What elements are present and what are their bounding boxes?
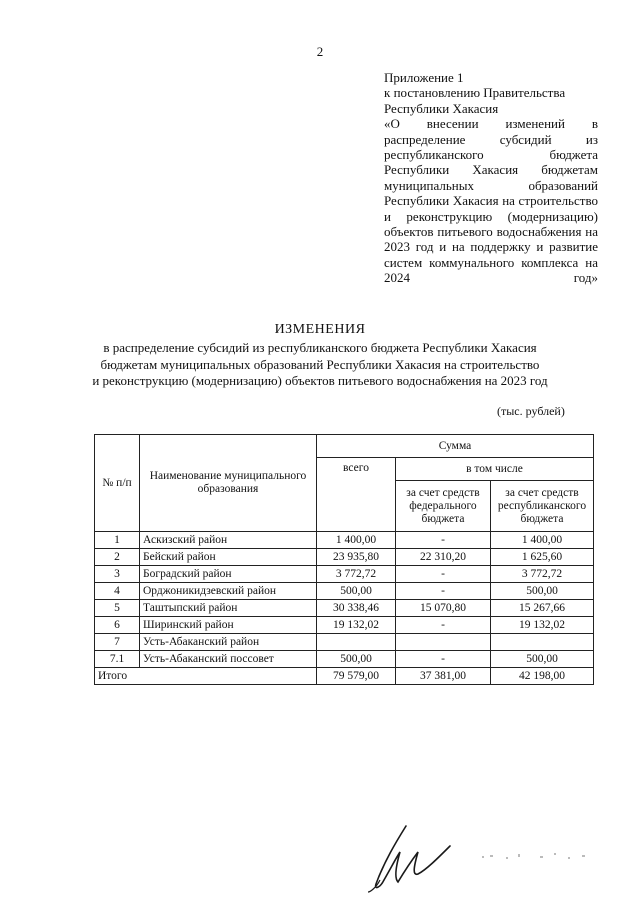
table-row [95, 617, 594, 634]
unit-label: (тыс. рублей) [497, 404, 565, 418]
cell-num: 7 [95, 634, 140, 651]
page-number: 2 [316, 44, 324, 59]
cell-num: 1 [95, 532, 140, 549]
subtitle-line-2: бюджетам муниципальных образований Республики Хакасия на строительство [100, 356, 540, 372]
cell-republic: 1 400,00 [491, 532, 594, 549]
cell-total: 19 132,02 [317, 617, 396, 634]
subsidy-table [94, 434, 594, 685]
header-total: всего [317, 458, 396, 532]
cell-federal: 15 070,80 [396, 600, 491, 617]
appendix-line-3: Республики Хакасия [384, 100, 499, 116]
cell-federal: - [396, 566, 491, 583]
table-row [95, 566, 594, 583]
header-republic: за счет средств республиканского бюджета [491, 481, 594, 532]
cell-total: 23 935,80 [317, 549, 396, 566]
header-name: Наименование муниципального образования [140, 435, 317, 532]
header-sum: Сумма [317, 435, 594, 458]
cell-federal: - [396, 583, 491, 600]
cell-federal: - [396, 532, 491, 549]
cell-name: Боградский район [140, 566, 317, 583]
cell-num: 4 [95, 583, 140, 600]
header-num: № п/п [95, 435, 140, 532]
cell-name: Орджоникидзевский район [140, 583, 317, 600]
cell-total: 500,00 [317, 651, 396, 668]
total-sum: 79 579,00 [317, 668, 396, 685]
cell-republic: 15 267,66 [491, 600, 594, 617]
cell-total: 500,00 [317, 583, 396, 600]
appendix-block [384, 70, 598, 286]
table-row [95, 583, 594, 600]
appendix-line-2: к постановлению Правительства [384, 85, 566, 101]
cell-name: Таштыпский район [140, 600, 317, 617]
cell-num: 5 [95, 600, 140, 617]
cell-name: Аскизский район [140, 532, 317, 549]
cell-num: 3 [95, 566, 140, 583]
cell-total [317, 634, 396, 651]
table-row [95, 549, 594, 566]
cell-total: 3 772,72 [317, 566, 396, 583]
cell-num: 6 [95, 617, 140, 634]
cell-republic [491, 634, 594, 651]
total-row [95, 668, 594, 685]
cell-num: 2 [95, 549, 140, 566]
total-republic: 42 198,00 [491, 668, 594, 685]
appendix-resolution-title: «О внесении изменений в распределение субсидий из республиканского бюджета Республики Хакасия бюджетам муниципальных образований Республики Хакасия на строительство и реконструкцию (модернизацию) объектов питьевого водоснабжения на 2023 год и на поддержку и развитие систем коммунального комплекса на 2024 год» [384, 116, 598, 286]
table-row [95, 651, 594, 668]
cell-name: Ширинский район [140, 617, 317, 634]
header-federal: за счет средств федерального бюджета [396, 481, 491, 532]
table-row [95, 532, 594, 549]
cell-total: 30 338,46 [317, 600, 396, 617]
cell-republic: 500,00 [491, 583, 594, 600]
cell-federal: 22 310,20 [396, 549, 491, 566]
document-subtitle [40, 340, 600, 390]
appendix-line-1: Приложение 1 [384, 70, 464, 85]
cell-federal: - [396, 617, 491, 634]
cell-federal [396, 634, 491, 651]
subtitle-line-3: и реконструкцию (модернизацию) объектов питьевого водоснабжения на 2023 год [92, 373, 548, 388]
subtitle-line-1: в распределение субсидий из республиканского бюджета Республики Хакасия [103, 340, 537, 355]
cell-republic: 3 772,72 [491, 566, 594, 583]
total-label: Итого [95, 668, 317, 685]
cell-name: Усть-Абаканский район [140, 634, 317, 651]
cell-total: 1 400,00 [317, 532, 396, 549]
table-row [95, 600, 594, 617]
header-including: в том числе [396, 458, 594, 481]
cell-republic: 19 132,02 [491, 617, 594, 634]
cell-republic: 500,00 [491, 651, 594, 668]
table-row [95, 634, 594, 651]
total-federal: 37 381,00 [396, 668, 491, 685]
cell-republic: 1 625,60 [491, 549, 594, 566]
signature-image [366, 822, 456, 894]
cell-name: Бейский район [140, 549, 317, 566]
cell-federal: - [396, 651, 491, 668]
cell-name: Усть-Абаканский поссовет [140, 651, 317, 668]
faint-marks [478, 846, 598, 866]
cell-num: 7.1 [95, 651, 140, 668]
document-heading: ИЗМЕНЕНИЯ [274, 322, 366, 337]
